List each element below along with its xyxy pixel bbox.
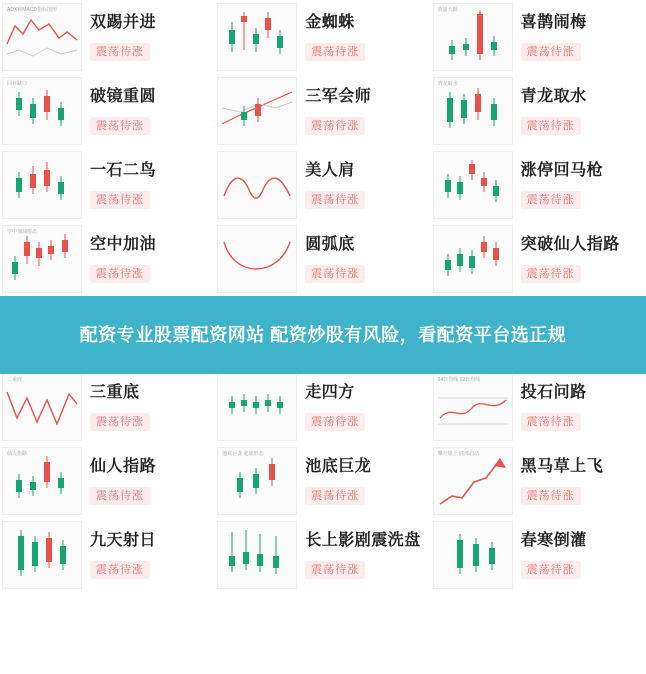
status-badge: 震荡待涨 [305, 117, 365, 135]
pattern-meta [82, 235, 211, 283]
pattern-card[interactable] [431, 74, 646, 148]
status-badge: 震荡待涨 [90, 487, 150, 505]
pattern-chart-thumbnail [217, 77, 297, 145]
chart-annotation: 三重底 [7, 377, 23, 383]
pattern-chart-thumbnail [2, 447, 82, 515]
pattern-card[interactable] [0, 222, 215, 296]
pattern-name: 双踢并进 [90, 14, 157, 31]
promo-banner [0, 296, 646, 374]
pattern-chart-thumbnail [433, 521, 513, 589]
pattern-chart-thumbnail [433, 3, 513, 71]
pattern-name: 仙人指路 [90, 458, 157, 475]
pattern-chart-thumbnail [433, 373, 513, 441]
status-badge: 震荡待涨 [305, 487, 365, 505]
pattern-name: 金蜘蛛 [305, 14, 355, 31]
chart-annotation: 攀升量上 底部启动 [437, 451, 479, 457]
status-badge: 震荡待涨 [305, 413, 365, 431]
pattern-chart-thumbnail [217, 151, 297, 219]
pattern-chart-thumbnail [217, 447, 297, 515]
pattern-card[interactable] [0, 148, 215, 222]
pattern-card[interactable] [0, 518, 215, 592]
status-badge: 震荡待涨 [521, 191, 581, 209]
status-badge: 震荡待涨 [90, 117, 150, 135]
pattern-chart-thumbnail [217, 373, 297, 441]
pattern-card[interactable] [215, 148, 430, 222]
status-badge: 震荡待涨 [305, 43, 365, 61]
pattern-name: 九天射日 [90, 532, 157, 549]
status-badge: 震荡待涨 [305, 265, 365, 283]
pattern-name: 空中加油 [90, 236, 157, 253]
pattern-card[interactable] [215, 370, 430, 444]
pattern-meta [297, 161, 426, 209]
pattern-card[interactable] [0, 0, 215, 74]
pattern-name: 黑马草上飞 [520, 458, 604, 475]
chart-annotation: 空中加油形态 [7, 229, 38, 235]
pattern-name: 三军会师 [305, 88, 372, 105]
chart-annotation: 青龙取水 [437, 81, 458, 87]
pattern-chart-thumbnail [433, 225, 513, 293]
pattern-chart-thumbnail [217, 3, 297, 71]
chart-annotation: 仙人指路 [7, 451, 28, 457]
pattern-card[interactable] [215, 444, 430, 518]
pattern-name: 圆弧底 [305, 236, 355, 253]
pattern-meta [297, 383, 426, 431]
pattern-card[interactable] [215, 0, 430, 74]
pattern-card[interactable] [215, 222, 430, 296]
chart-annotation: 24日均线 12日均线 [437, 377, 481, 383]
status-badge: 震荡待涨 [90, 191, 150, 209]
pattern-meta [82, 383, 211, 431]
pattern-card[interactable] [431, 444, 646, 518]
pattern-name: 三重底 [90, 384, 140, 401]
pattern-name: 长上影剧震洗盘 [305, 532, 421, 549]
pattern-meta [513, 235, 642, 283]
pattern-chart-thumbnail [433, 151, 513, 219]
pattern-meta [513, 87, 642, 135]
status-badge: 震荡待涨 [521, 117, 581, 135]
chart-annotation: ADX和MACD指标图形 [7, 7, 58, 13]
status-badge: 震荡待涨 [305, 191, 365, 209]
pattern-name: 一石二鸟 [90, 162, 157, 179]
pattern-card[interactable] [0, 444, 215, 518]
pattern-card[interactable] [431, 222, 646, 296]
pattern-meta [513, 457, 642, 505]
pattern-chart-thumbnail [2, 521, 82, 589]
status-badge: 震荡待涨 [90, 561, 150, 579]
pattern-card[interactable] [215, 518, 430, 592]
pattern-chart-thumbnail [217, 521, 297, 589]
pattern-name: 喜鹊闹梅 [520, 14, 587, 31]
pattern-chart-thumbnail [2, 3, 82, 71]
status-badge: 震荡待涨 [90, 43, 150, 61]
pattern-meta [297, 87, 426, 135]
pattern-meta [513, 161, 642, 209]
pattern-meta [82, 13, 211, 61]
pattern-chart-thumbnail [217, 225, 297, 293]
pattern-name: 青龙取水 [520, 88, 587, 105]
pattern-name: 走四方 [305, 384, 355, 401]
status-badge: 震荡待涨 [90, 265, 150, 283]
pattern-meta [82, 161, 211, 209]
pattern-meta [513, 13, 642, 61]
pattern-name: 破镜重圆 [90, 88, 157, 105]
pattern-chart-thumbnail [2, 77, 82, 145]
status-badge: 震荡待涨 [521, 413, 581, 431]
pattern-meta [513, 531, 642, 579]
pattern-chart-thumbnail [2, 151, 82, 219]
chart-annotation: 池底巨龙 起底形态 [222, 451, 264, 457]
pattern-card[interactable] [0, 370, 215, 444]
pattern-chart-thumbnail [433, 447, 513, 515]
status-badge: 震荡待涨 [521, 561, 581, 579]
pattern-card[interactable] [431, 0, 646, 74]
pattern-card[interactable] [0, 74, 215, 148]
status-badge: 震荡待涨 [90, 413, 150, 431]
chart-annotation: 回补缺口 [7, 81, 28, 87]
pattern-meta [297, 531, 426, 579]
pattern-name: 投石问路 [520, 384, 587, 401]
status-badge: 震荡待涨 [305, 561, 365, 579]
pattern-card[interactable] [431, 518, 646, 592]
pattern-meta [82, 457, 211, 505]
pattern-meta [513, 383, 642, 431]
pattern-card[interactable] [431, 370, 646, 444]
pattern-meta [297, 13, 426, 61]
pattern-chart-thumbnail [433, 77, 513, 145]
pattern-chart-thumbnail [2, 225, 82, 293]
status-badge: 震荡待涨 [521, 265, 581, 283]
pattern-meta [82, 531, 211, 579]
pattern-name: 春寒倒灌 [520, 532, 587, 549]
pattern-chart-thumbnail [2, 373, 82, 441]
pattern-name: 美人肩 [305, 162, 355, 179]
pattern-meta [297, 457, 426, 505]
chart-annotation: 放量大阳 [437, 7, 458, 13]
pattern-meta [82, 87, 211, 135]
pattern-card[interactable] [215, 74, 430, 148]
pattern-meta [297, 235, 426, 283]
pattern-card[interactable] [431, 148, 646, 222]
pattern-name: 池底巨龙 [305, 458, 372, 475]
status-badge: 震荡待涨 [521, 43, 581, 61]
pattern-name: 涨停回马枪 [520, 162, 604, 179]
pattern-name: 突破仙人指路 [520, 236, 620, 253]
status-badge: 震荡待涨 [521, 487, 581, 505]
promo-banner-text: 配资专业股票配资网站 配资炒股有风险，看配资平台选正规 [79, 324, 567, 345]
